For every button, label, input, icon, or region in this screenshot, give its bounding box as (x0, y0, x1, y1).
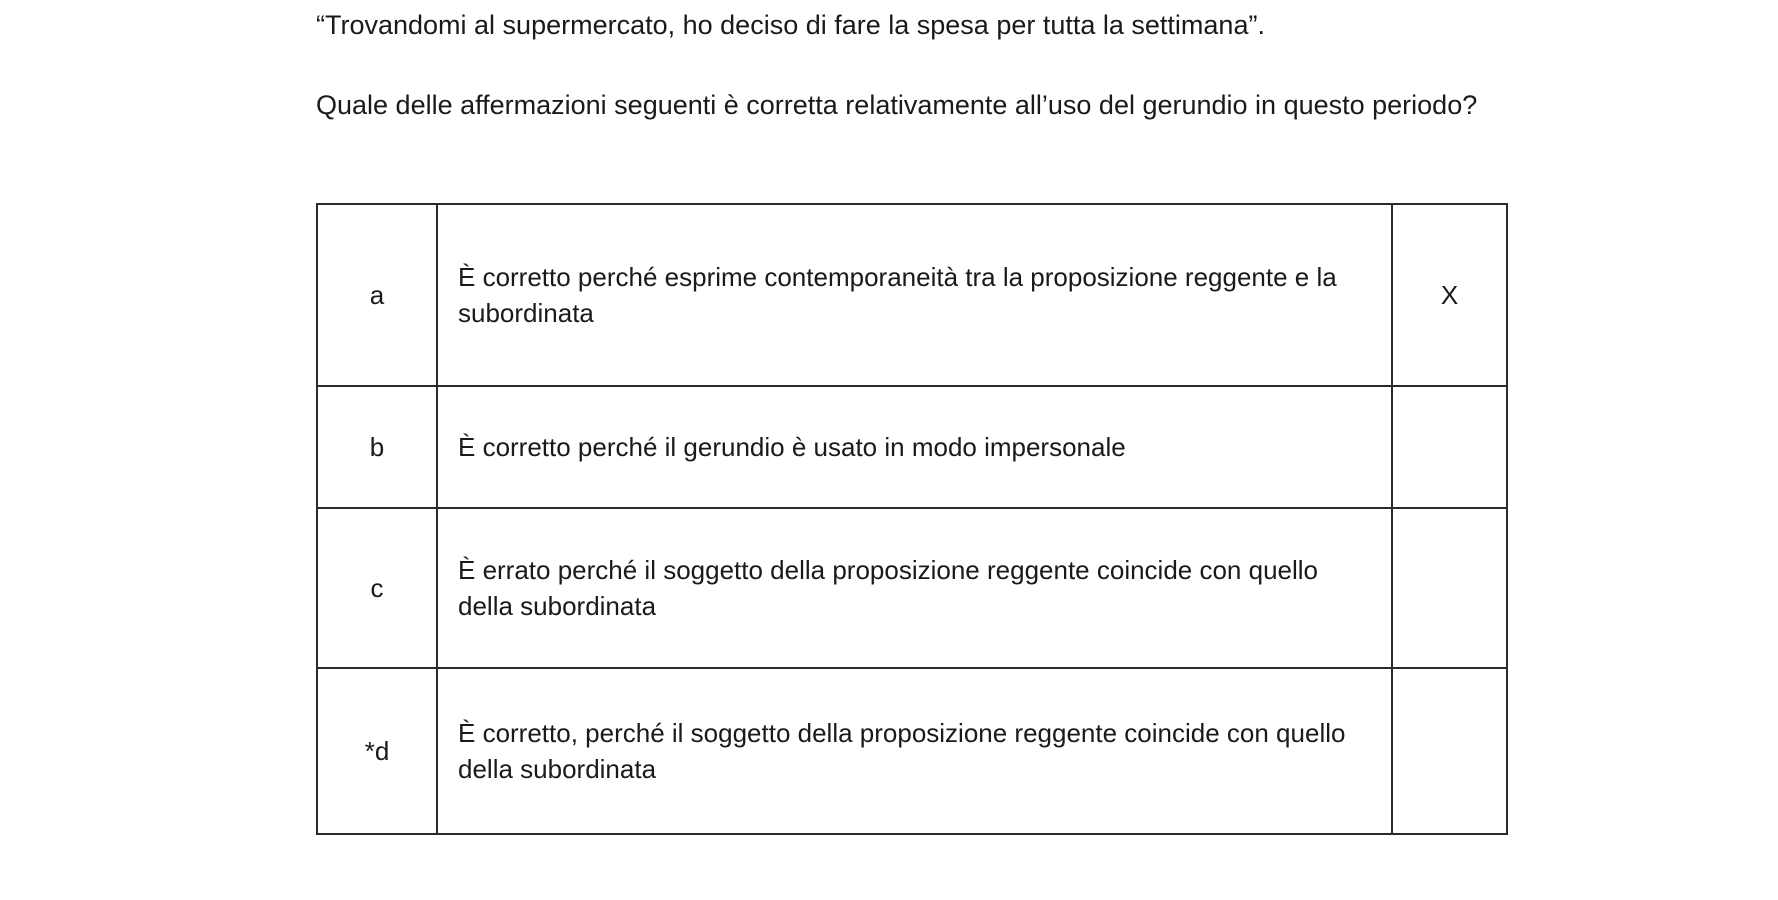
answer-letter: *d (317, 668, 437, 834)
question-block (316, 0, 1566, 126)
answer-text-label: È corretto perché il gerundio è usato in modo impersonale (458, 432, 1126, 462)
answer-text (437, 204, 1392, 386)
answer-text-label: È corretto, perché il soggetto della proposizione reggente coincide con quello della subordinata (458, 718, 1346, 784)
answer-mark[interactable] (1392, 386, 1507, 508)
table-row[interactable] (317, 204, 1507, 386)
question-text: Quale delle affermazioni seguenti è corretta relativamente all’uso del gerundio in questo periodo? (316, 90, 1478, 120)
answer-text (437, 386, 1392, 508)
answer-mark[interactable]: X (1392, 204, 1507, 386)
answer-letter: b (317, 386, 437, 508)
quote-text: “Trovandomi al supermercato, ho deciso di fare la spesa per tutta la settimana”. (316, 10, 1265, 40)
answer-mark[interactable] (1392, 668, 1507, 834)
answer-text (437, 508, 1392, 668)
table-row[interactable] (317, 386, 1507, 508)
table-row[interactable] (317, 508, 1507, 668)
answer-letter: a (317, 204, 437, 386)
answer-text-label: È corretto perché esprime contemporaneità tra la proposizione reggente e la subordinata (458, 262, 1337, 328)
answer-text-label: È errato perché il soggetto della proposizione reggente coincide con quello della subordinata (458, 555, 1319, 621)
answers-table (316, 203, 1508, 835)
answer-letter: c (317, 508, 437, 668)
answer-mark[interactable] (1392, 508, 1507, 668)
table-row[interactable] (317, 668, 1507, 834)
answer-text (437, 668, 1392, 834)
